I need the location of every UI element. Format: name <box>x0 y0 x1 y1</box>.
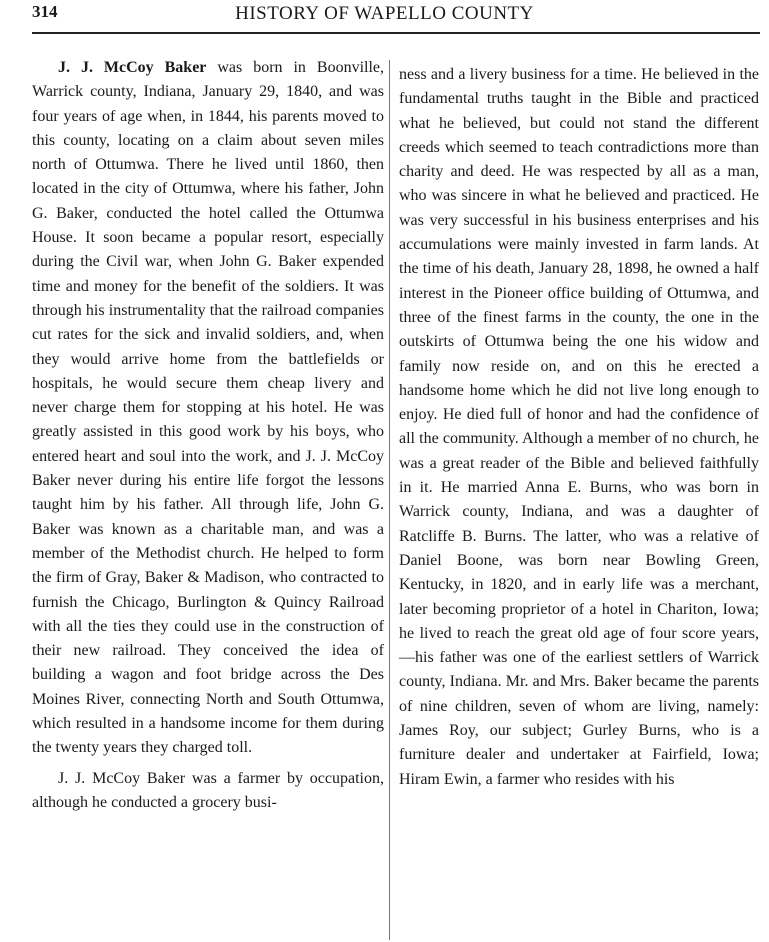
paragraph-2-continued: ness and a livery business for a time. He believed in the fundamental truths taught in the Bible and practiced what he believed, but could not stand the different creeds which seemed to teach contradictions more than charity and deed. He was respected by all as a man, who was sincere in what he believed and practiced. He was very successful in his business enterprises and his accumulations were mainly invested in farm lands. At the time of his death, January 28, 1898, he owned a half interest in the Pioneer office building of Ottumwa, and three of the finest farms in the county, the one in the outskirts of Ottumwa being the one his widow and family now reside on, and on this he erected a handsome home which he did not live long enough to enjoy. He died full of honor and had the confidence of all the community. Although a member of no church, he was a great reader of the Bible and believed faithfully in it. He married Anna E. Burns, who was born in Warrick county, Indiana, and was a daughter of Ratcliffe B. Burns. The latter, who was a relative of Daniel Boone, was born near Bowling Green, Kentucky, in 1820, and in early life was a merchant, later becoming proprietor of a hotel in Chariton, Iowa; he lived to reach the great old age of four score years, —his father was one of the earliest settlers of Warrick county, Indiana. Mr. and Mrs. Baker became the parents of nine children, seven of whom are living, namely: James Roy, our subject; Gurley Burns, who is a furniture dealer and undertaker at Fairfield, Iowa; Hiram Ewin, a farmer who resides with his <box>399 66 759 788</box>
running-head: HISTORY OF WAPELLO COUNTY <box>235 3 534 24</box>
lead-name: J. J. McCoy Baker <box>58 59 207 76</box>
paragraph-2: J. J. McCoy Baker was a farmer by occupation, although he conducted a grocery busi- <box>32 769 384 811</box>
column-divider <box>389 60 390 940</box>
header-rule <box>32 32 760 34</box>
paragraph-1-text: was born in Boonville, Warrick county, Indiana, January 29, 1840, and was four years of age when, in 1844, his parents moved to this county, locating on a claim about seven miles north of Ottumwa. There he lived until 1860, then located in the city of Ottumwa, where his father, John G. Baker, conducted the hotel called the Ottumwa House. It soon became a popular resort, especially during the Civil war, when John G. Baker expended time and money for the benefit of the soldiers. It was through his instrumentality that the railroad companies cut rates for the sick and invalid soldiers, and, when they would arrive home from the battlefields or hospitals, he would secure them cheap livery and never charge them for stopping at his hotel. He was greatly assisted in this good work by his boys, who entered heart and soul into the work, and J. J. McCoy Baker never during his entire life forgot the lessons taught him by his father. All through life, John G. Baker was known as a charitable man, and was a member of the Methodist church. He helped to form the firm of Gray, Baker & Madison, who contracted to furnish the Chicago, Burlington & Quincy Railroad with all the ties they could use in the construction of their new railroad. They conceived the idea of building a wagon and foot bridge across the Des Moines River, connecting North and South Ottumwa, which resulted in a handsome income for them during the twenty years they charged toll. <box>32 59 385 757</box>
left-column <box>32 56 384 815</box>
page-header <box>0 0 769 40</box>
paragraph-1 <box>32 56 384 761</box>
page-number: 314 <box>32 2 58 21</box>
right-column <box>399 63 759 792</box>
